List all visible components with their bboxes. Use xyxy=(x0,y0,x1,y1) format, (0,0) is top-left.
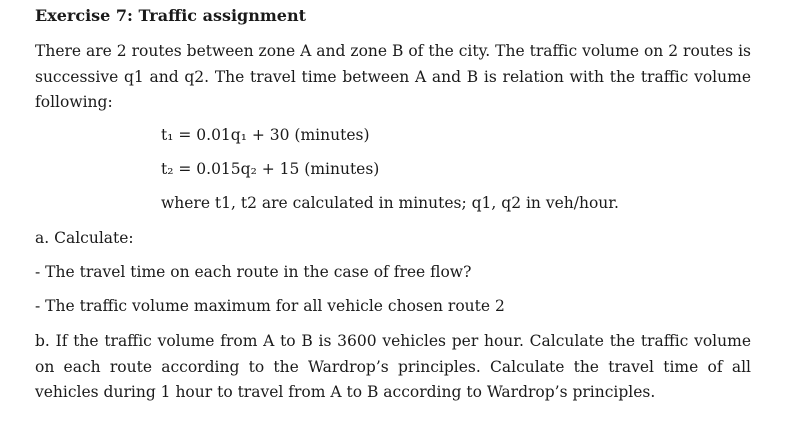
part-a-heading: a. Calculate: xyxy=(35,229,134,247)
equation-t1: t₁ = 0.01q₁ + 30 (minutes) xyxy=(161,126,370,144)
exercise-title: Exercise 7: Traffic assignment xyxy=(35,6,307,25)
units-note: where t1, t2 are calculated in minutes; q1, q2 in veh/hour. xyxy=(161,194,619,212)
equation-t2: t₂ = 0.015q₂ + 15 (minutes) xyxy=(161,160,380,178)
part-a-item-max-volume: - The traffic volume maximum for all vehicle chosen route 2 xyxy=(35,297,505,315)
part-b-paragraph: b. If the traffic volume from A to B is 3600 vehicles per hour. Calculate the traffic volume on each route according to the Wardrop’s principles. Calculate the travel time of all vehicles during 1 hour to travel from A to B according to Wardrop’s principles. xyxy=(35,332,751,401)
intro-paragraph: There are 2 routes between zone A and zone B of the city. The traffic volume on 2 routes is successive q1 and q2. The travel time between A and B is relation with the traffic volume following: xyxy=(35,42,751,111)
part-a-item-free-flow: - The travel time on each route in the case of free flow? xyxy=(35,263,472,281)
